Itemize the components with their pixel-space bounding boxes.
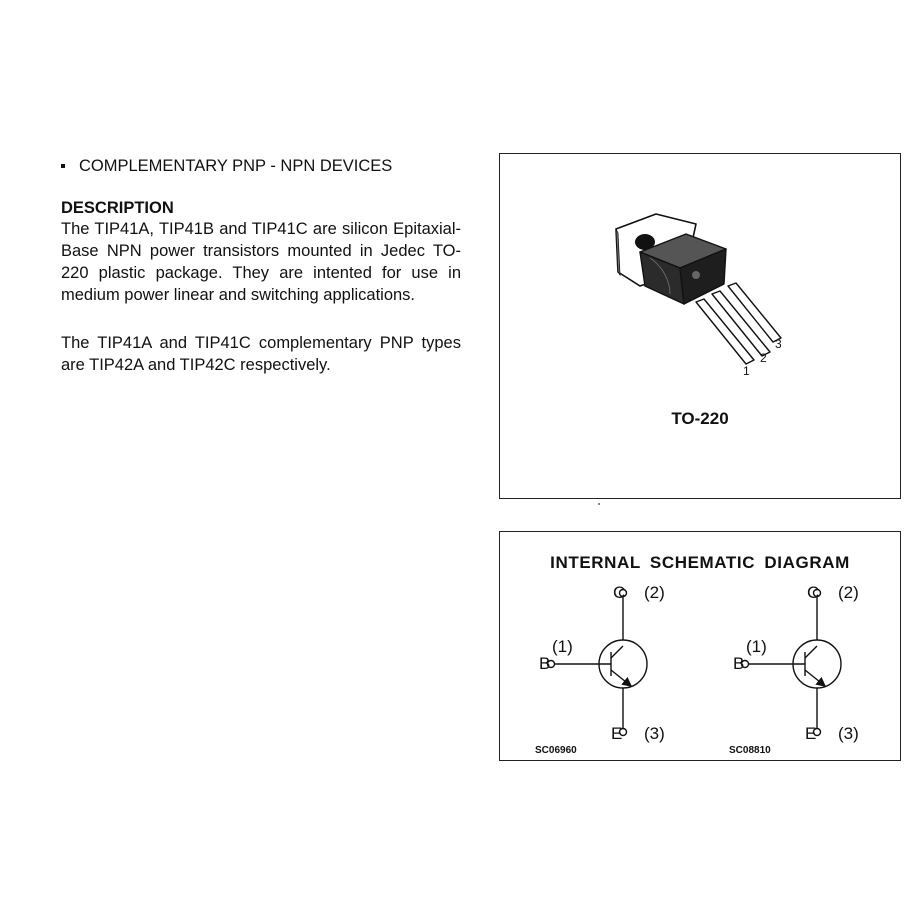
diagram-code-2: SC08810	[729, 745, 771, 756]
collector-pin-2: (2)	[838, 583, 859, 602]
transistor-symbol-2	[742, 590, 842, 736]
description-heading: DESCRIPTION	[61, 199, 174, 217]
base-pin-2: (1)	[746, 637, 767, 656]
feature-bullet	[61, 157, 392, 176]
description-paragraph-1: The TIP41A, TIP41B and TIP41C are silicon Epitaxial-Base NPN power transistors mounted in Jedec TO-220 plastic package. They are intented for use in medium power linear and switching applications.	[61, 220, 461, 304]
pin-number-2: 2	[760, 351, 767, 365]
collector-letter-1: C	[613, 583, 626, 602]
schematic-title: INTERNAL SCHEMATIC DIAGRAM	[550, 553, 850, 572]
transistor-symbol-1	[548, 590, 648, 736]
diagram-code-1: SC06960	[535, 745, 577, 756]
feature-bullet-text: COMPLEMENTARY PNP - NPN DEVICES	[79, 157, 393, 175]
base-letter-2: B	[733, 654, 745, 673]
base-pin-1: (1)	[552, 637, 573, 656]
pin-number-1: 1	[743, 364, 750, 378]
emitter-pin-2: (3)	[838, 724, 859, 743]
collector-pin-1: (2)	[644, 583, 665, 602]
schematic-panel	[499, 531, 901, 761]
description-paragraph-2: The TIP41A and TIP41C complementary PNP types are TIP42A and TIP42C respectively.	[61, 334, 461, 374]
emitter-letter-2: E	[805, 724, 817, 743]
stray-dot	[598, 503, 600, 505]
emitter-letter-1: E	[611, 724, 623, 743]
to220-package-drawing	[500, 154, 900, 498]
pin-number-3: 3	[775, 337, 782, 351]
emitter-pin-1: (3)	[644, 724, 665, 743]
base-letter-1: B	[539, 654, 551, 673]
collector-letter-2: C	[807, 583, 820, 602]
package-panel	[499, 153, 901, 499]
bullet-square-icon	[61, 164, 65, 168]
package-label: TO-220	[671, 409, 729, 428]
